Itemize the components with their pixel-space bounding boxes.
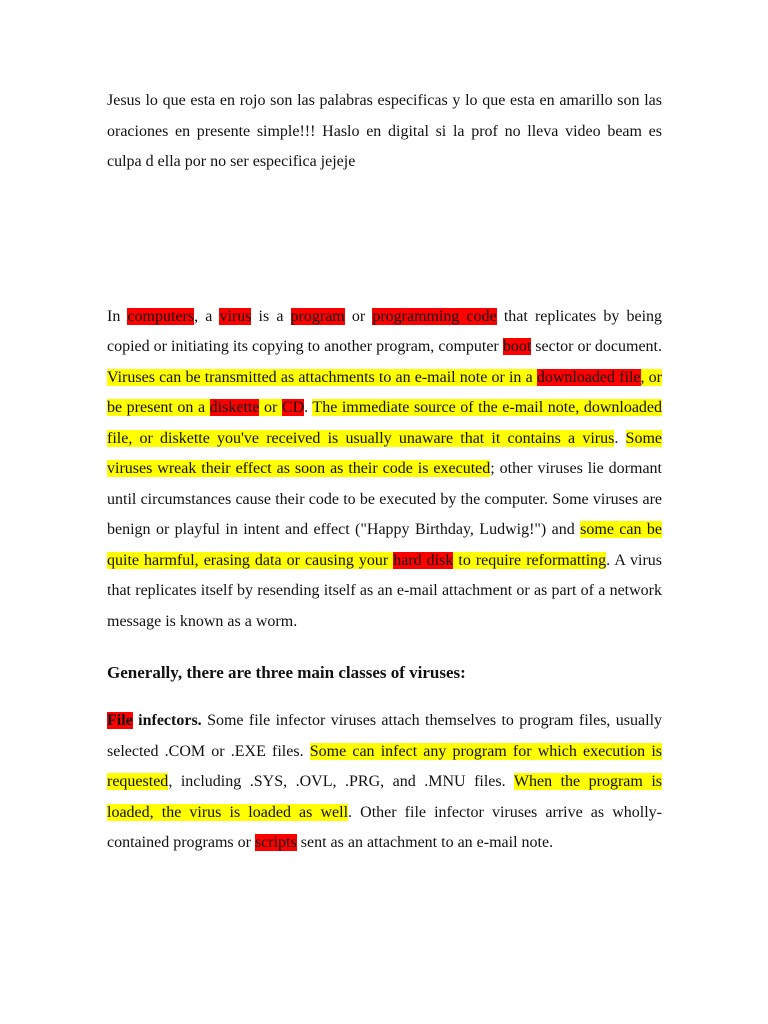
file-infectors-paragraph — [107, 706, 662, 859]
red-highlight: downloaded file — [536, 368, 641, 386]
yellow-highlight: Some viruses wreak their effect as soon as their code is executed — [107, 429, 662, 477]
yellow-highlight: or — [259, 399, 282, 416]
yellow-highlight: The immediate source of the e-mail note, downloaded file, or diskette you've received is usually unaware that it contains a virus — [107, 399, 663, 447]
yellow-highlight: to require reformatting — [453, 551, 607, 569]
intro-note-text: Jesus lo que esta en rojo son las palabras especificas y lo que esta en amarillo son las oraciones en presente simple!!! Haslo en digital si la prof no lleva video beam es culpa d ella por no ser especifica jejeje — [107, 92, 662, 170]
red-highlight: program — [290, 307, 345, 325]
yellow-highlight: When the program is loaded, the virus is loaded as well — [107, 773, 663, 821]
text-run: sent as an attachment to an e-mail note. — [296, 834, 554, 851]
text-run: In — [107, 307, 128, 325]
text-run: . Other file infector viruses arrive as wholly-contained programs or — [107, 803, 663, 851]
bold-term: infectors. — [132, 712, 202, 729]
text-run: sector or document. — [531, 338, 663, 355]
text-run: Some file infector viruses attach themselves to program files, usually selected .COM or .EXE files. — [107, 712, 663, 760]
red-highlight: hard disk — [393, 551, 454, 569]
yellow-highlight: , or be present on a — [107, 368, 662, 416]
red-highlight: CD — [281, 399, 305, 416]
text-run: . — [304, 399, 313, 416]
virus-definition-paragraph — [107, 302, 662, 638]
text-run: . A virus that replicates itself by resending itself as an e-mail attachment or as part of a network message is known as a worm. — [107, 551, 663, 630]
red-highlight: programming code — [372, 307, 497, 325]
red-highlight: computers — [127, 307, 195, 325]
text-run: , including .SYS, .OVL, .PRG, and .MNU files. — [168, 773, 514, 790]
red-highlight: virus — [219, 307, 252, 325]
red-highlight: scripts — [254, 834, 297, 851]
red-highlight: File — [107, 712, 133, 729]
text-run: , a — [194, 307, 220, 325]
yellow-highlight: some can be quite harmful, erasing data or causing your — [107, 521, 663, 569]
text-run: is a — [251, 307, 291, 325]
classes-heading: Generally, there are three main classes of viruses: — [107, 663, 466, 682]
text-run: or — [344, 307, 373, 325]
text-run: . — [614, 429, 626, 447]
red-highlight: diskette — [209, 399, 260, 416]
yellow-highlight: Some can infect any program for which execution is requested — [107, 742, 663, 790]
intro-note — [107, 86, 662, 178]
text-run: ; other viruses lie dormant until circumstances cause their code to be executed by the computer. Some viruses are benign or playful in intent and effect ("Happy Birthday, Ludwig!") and — [107, 460, 662, 538]
document-page — [107, 86, 662, 859]
red-highlight: boot — [502, 338, 532, 355]
yellow-highlight: Viruses can be transmitted as attachments to an e-mail note or in a — [107, 368, 537, 386]
text-run: that replicates by being copied or initiating its copying to another program, computer — [107, 307, 663, 355]
